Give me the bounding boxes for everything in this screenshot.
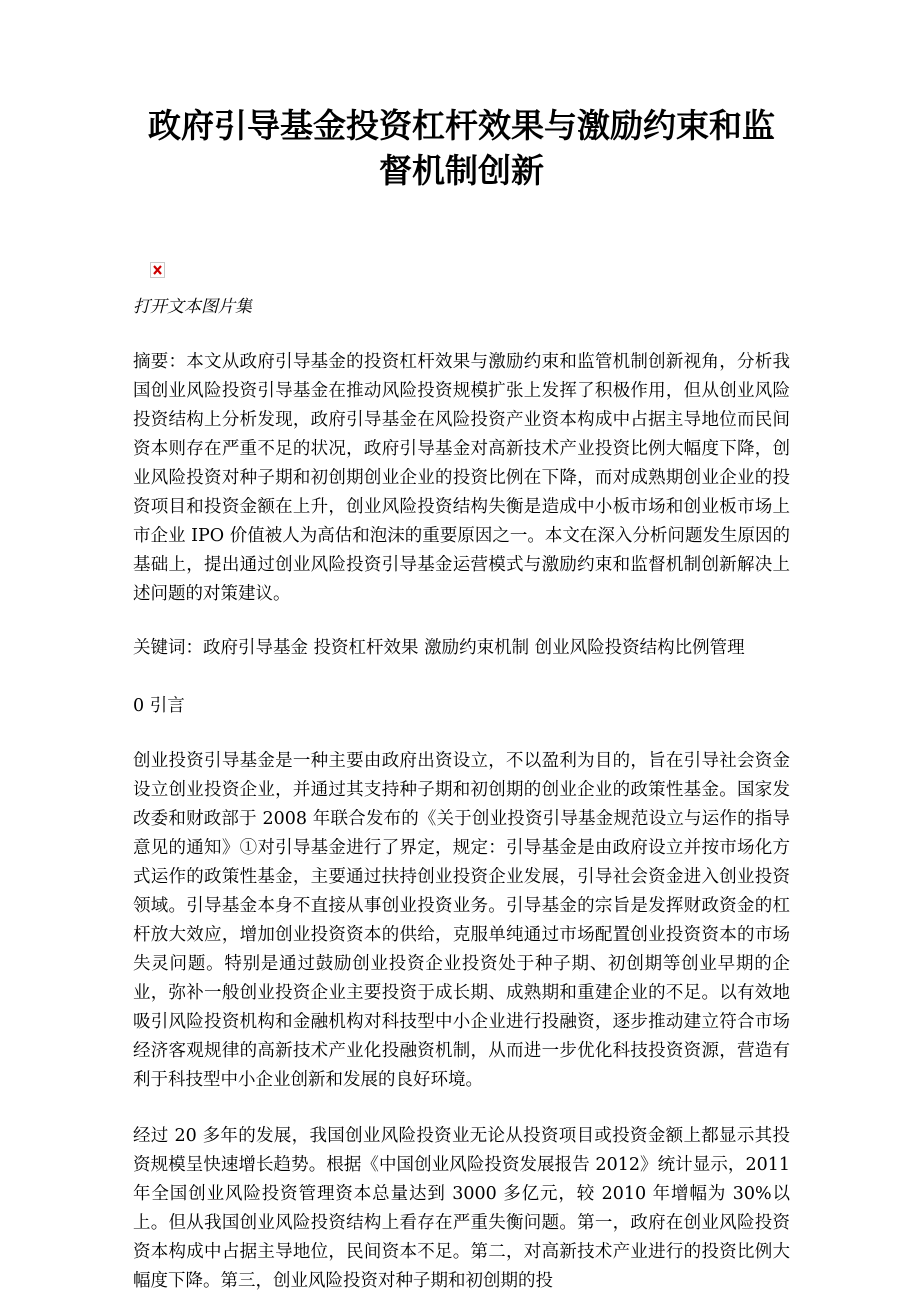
figure-caption: 打开文本图片集 <box>133 297 252 317</box>
page-title: 政府引导基金投资杠杆效果与激励约束和监督机制创新 <box>148 106 775 190</box>
broken-image-icon[interactable] <box>150 262 165 278</box>
body-paragraph-2: 经过 20 多年的发展，我国创业风险投资业无论从投资项目或投资金额上都显示其投资规模呈快速增长趋势。根据《中国创业风险投资发展报告 2012》统计显示，2011 年全国创业风险投资管理资本总量达到 3000 多亿元，较 2010 年增幅为 30%以上。但从我国创业风险投资结构上看存在严重失衡问题。第一，政府在创业风险投资资本构成中占据主导地位，民间资本不足。第二，对高新技术产业进行的投资比例大幅度下降。第三，创业风险投资对种子期和初创期的投 <box>133 1126 790 1291</box>
keywords-paragraph: 关键词：政府引导基金 投资杠杆效果 激励约束机制 创业风险投资结构比例管理 <box>133 638 745 658</box>
document-content <box>133 0 790 1296</box>
body-paragraph-1: 创业投资引导基金是一种主要由政府出资设立，不以盈利为目的，旨在引导社会资金设立创业投资企业，并通过其支持种子期和初创期的创业企业的政策性基金。国家发改委和财政部于 2008 年联合发布的《关于创业投资引导基金规范设立与运作的指导意见的通知》①对引导基金进行了界定，规定：引导基金是由政府设立并按市场化方式运作的政策性基金，主要通过扶持创业投资企业发展，引导社会资金进入创业投资领域。引导基金本身不直接从事创业投资业务。引导基金的宗旨是发挥财政资金的杠杆放大效应，增加创业投资资本的供给，克服单纯通过市场配置创业投资资本的市场失灵问题。特别是通过鼓励创业投资企业投资处于种子期、初创期等创业早期的企业，弥补一般创业投资企业主要投资于成长期、成熟期和重建企业的不足。以有效地吸引风险投资机构和金融机构对科技型中小企业进行投融资，逐步推动建立符合市场经济客观规律的高新技术产业化投融资机制，从而进一步优化科技投资资源，营造有利于科技型中小企业创新和发展的良好环境。 <box>133 751 790 1090</box>
section-heading-introduction: 0 引言 <box>133 696 185 716</box>
figure-block <box>133 259 790 278</box>
abstract-paragraph: 摘要：本文从政府引导基金的投资杠杆效果与激励约束和监管机制创新视角，分析我国创业风险投资引导基金在推动风险投资规模扩张上发挥了积极作用，但从创业风险投资结构上分析发现，政府引导基金在风险投资产业资本构成中占据主导地位而民间资本则存在严重不足的状况，政府引导基金对高新技术产业投资比例大幅度下降，创业风险投资对种子期和初创期创业企业的投资比例在下降，而对成熟期创业企业的投资项目和投资金额在上升，创业风险投资结构失衡是造成中小板市场和创业板市场上市企业 IPO 价值被人为高估和泡沫的重要原因之一。本文在深入分析问题发生原因的基础上，提出通过创业风险投资引导基金运营模式与激励约束和监督机制创新解决上述问题的对策建议。 <box>133 352 790 604</box>
